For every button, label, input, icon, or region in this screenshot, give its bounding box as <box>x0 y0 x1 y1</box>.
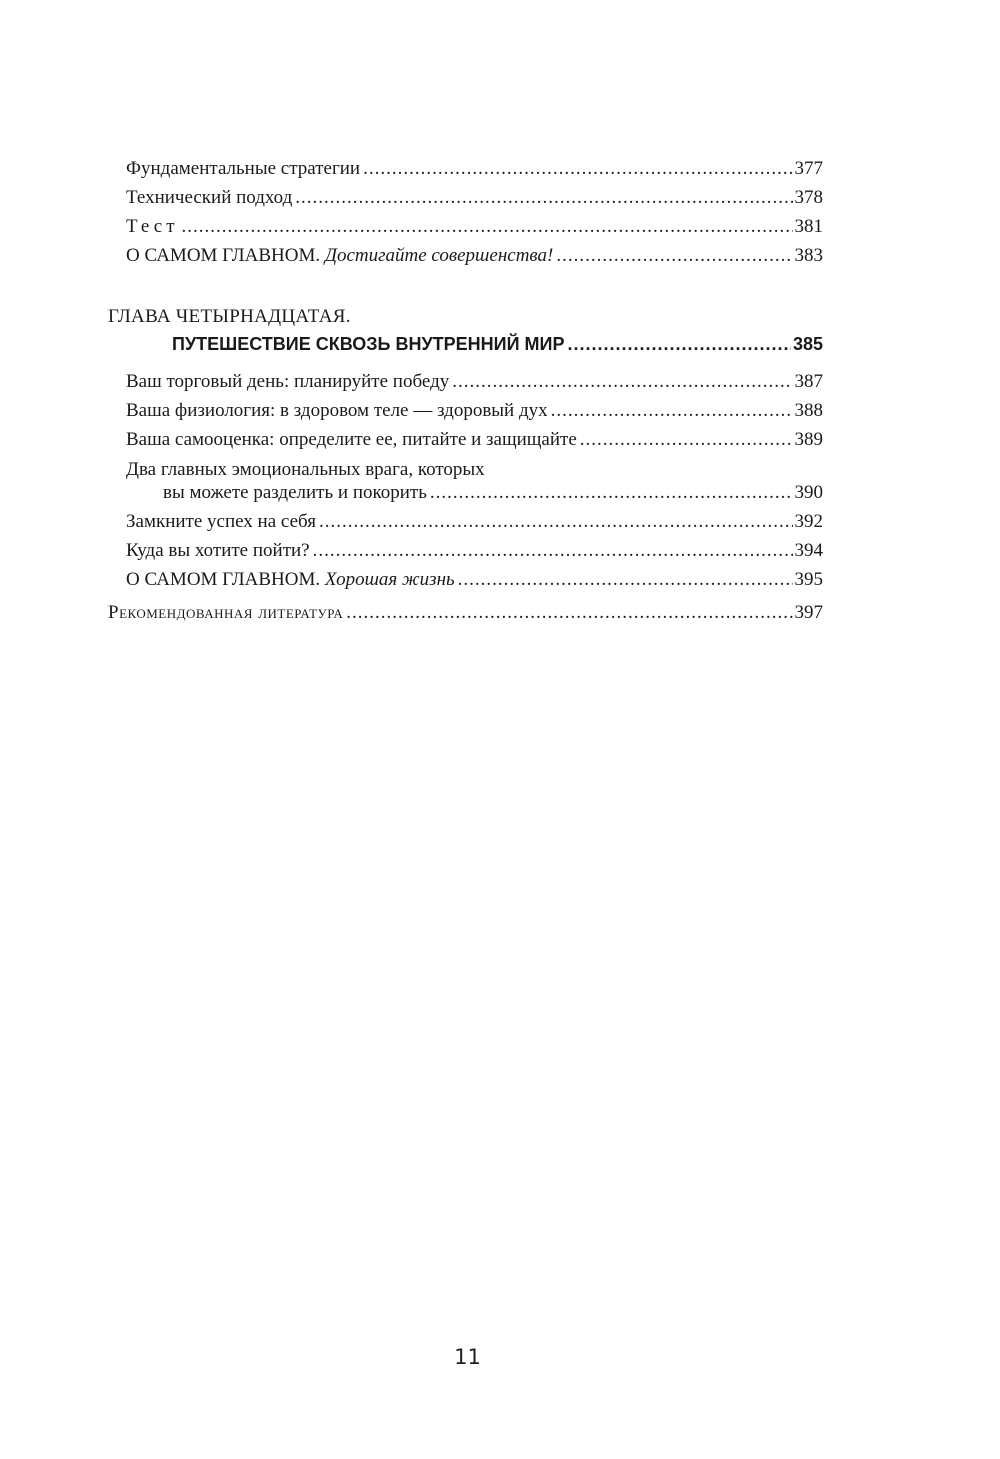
toc-entry <box>126 216 823 238</box>
toc-entry <box>126 371 823 393</box>
dot-leader <box>556 245 792 267</box>
chapter-title-entry <box>172 333 823 355</box>
dot-leader <box>346 602 792 624</box>
toc-entry-summary <box>126 245 823 267</box>
page-number: 11 <box>454 1345 481 1369</box>
toc-entry-page: 378 <box>794 187 823 208</box>
toc-entry-page: 394 <box>794 540 823 561</box>
toc-entry-page: 390 <box>794 482 823 503</box>
toc-entry <box>126 158 823 180</box>
toc-entry-page: 392 <box>794 511 823 532</box>
bibliography-label: Рекомендованная литература <box>108 602 344 623</box>
toc-entry-page: 388 <box>794 400 823 421</box>
toc-entry <box>163 482 823 504</box>
dot-leader <box>580 429 793 451</box>
summary-label: О САМОМ ГЛАВНОМ. <box>126 569 325 590</box>
toc-entry-page: 377 <box>794 158 823 179</box>
toc-entry-label-line1: Два главных эмоциональных врага, которых <box>126 459 485 480</box>
bibliography-page: 397 <box>794 602 823 623</box>
summary-subtitle: Хорошая жизнь <box>324 569 455 590</box>
dot-leader <box>313 540 793 562</box>
toc-entry-page: 387 <box>794 371 823 392</box>
toc-entry <box>126 540 823 562</box>
toc-entry <box>126 429 823 451</box>
toc-entry-label: Замкните успех на себя <box>126 511 316 532</box>
dot-leader <box>363 158 792 180</box>
dot-leader <box>319 511 793 533</box>
toc-entry-label <box>126 569 455 591</box>
dot-leader <box>430 482 793 504</box>
toc-entry-page: 389 <box>794 429 823 450</box>
dot-leader <box>295 187 792 209</box>
toc-entry-page: 383 <box>794 245 823 266</box>
toc-entry <box>126 511 823 533</box>
toc-entry-label <box>126 245 553 267</box>
toc-entry <box>126 187 823 209</box>
dot-leader <box>567 333 790 355</box>
dot-leader <box>182 216 793 238</box>
toc-entry-page: 381 <box>794 216 823 237</box>
toc-entry <box>126 400 823 422</box>
summary-subtitle: Достигайте совершенства! <box>324 245 554 266</box>
summary-label: О САМОМ ГЛАВНОМ. <box>126 245 325 266</box>
toc-entry-label-line2: вы можете разделить и покорить <box>163 482 427 503</box>
dot-leader <box>551 400 793 422</box>
toc-entry-page: 395 <box>794 569 823 590</box>
chapter-page: 385 <box>792 334 823 354</box>
chapter-title: ПУТЕШЕСТВИЕ СКВОЗЬ ВНУТРЕННИЙ МИР <box>172 334 565 354</box>
toc-entry-label: Ваш торговый день: планируйте победу <box>126 371 450 392</box>
toc-entry-label: Тест <box>126 216 179 237</box>
toc-entry-bibliography <box>108 602 823 624</box>
chapter-heading: ГЛАВА ЧЕТЫРНАДЦАТАЯ. <box>108 306 351 327</box>
toc-entry-label: Ваша самооценка: определите ее, питайте и защищайте <box>126 429 577 450</box>
toc-entry-label: Фундаментальные стратегии <box>126 158 361 179</box>
toc-entry-label: Технический подход <box>126 187 293 208</box>
dot-leader <box>452 371 792 393</box>
toc-entry-summary <box>126 569 823 591</box>
toc-entry-label: Ваша физиология: в здоровом теле — здоровый дух <box>126 400 548 421</box>
toc-entry-label: Куда вы хотите пойти? <box>126 540 310 561</box>
dot-leader <box>458 569 793 591</box>
